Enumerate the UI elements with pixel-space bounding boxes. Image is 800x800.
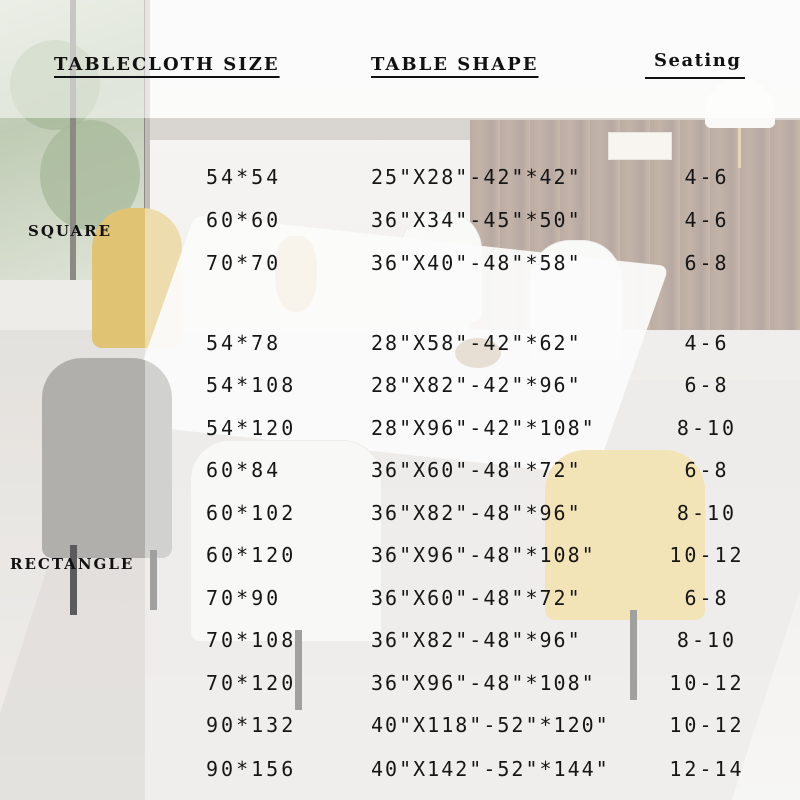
table-shape-cell: 36"X96"-48"*108" (371, 543, 596, 567)
table-row (0, 754, 800, 784)
table-shape-cell: 36"X96"-48"*108" (371, 671, 596, 695)
category-rectangle-label: RECTANGLE (10, 555, 135, 573)
tablecloth-size-cell: 90*156 (206, 757, 297, 781)
header-seating: Seating (654, 50, 742, 71)
seating-cell: 12-14 (669, 757, 745, 781)
header-seating-underline (645, 77, 745, 79)
table-row (0, 248, 800, 278)
table-shape-cell: 36"X40"-48"*58" (371, 251, 582, 275)
seating-cell: 10-12 (669, 543, 745, 567)
table-row (0, 540, 800, 570)
table-row (0, 413, 800, 443)
table-row (0, 328, 800, 358)
table-shape-cell: 25"X28"-42"*42" (371, 165, 582, 189)
table-shape-cell: 36"X82"-48"*96" (371, 628, 582, 652)
table-row (0, 668, 800, 698)
tablecloth-size-cell: 60*60 (206, 208, 282, 232)
header-tablecloth-size: TABLECLOTH SIZE (54, 54, 280, 75)
table-row (0, 205, 800, 235)
table-shape-cell: 40"X118"-52"*120" (371, 713, 610, 737)
tablecloth-size-cell: 70*120 (206, 671, 297, 695)
table-row (0, 455, 800, 485)
tablecloth-size-cell: 70*90 (206, 586, 282, 610)
table-shape-cell: 36"X34"-45"*50" (371, 208, 582, 232)
table-shape-cell: 28"X58"-42"*62" (371, 331, 582, 355)
seating-cell: 4-6 (684, 208, 730, 232)
tablecloth-size-cell: 90*132 (206, 713, 297, 737)
seating-cell: 8-10 (676, 501, 738, 525)
seating-cell: 4-6 (684, 331, 730, 355)
seating-cell: 8-10 (676, 416, 738, 440)
seating-cell: 6-8 (684, 251, 730, 275)
seating-cell: 10-12 (669, 713, 745, 737)
table-shape-cell: 40"X142"-52"*144" (371, 757, 610, 781)
table-shape-cell: 36"X60"-48"*72" (371, 458, 582, 482)
category-square-label: SQUARE (28, 222, 113, 240)
tablecloth-size-cell: 54*120 (206, 416, 297, 440)
tablecloth-size-cell: 60*84 (206, 458, 282, 482)
tablecloth-size-cell: 70*70 (206, 251, 282, 275)
tablecloth-size-cell: 60*102 (206, 501, 297, 525)
table-shape-cell: 28"X82"-42"*96" (371, 373, 582, 397)
table-shape-cell: 36"X60"-48"*72" (371, 586, 582, 610)
seating-cell: 8-10 (676, 628, 738, 652)
seating-cell: 10-12 (669, 671, 745, 695)
table-row (0, 370, 800, 400)
seating-cell: 6-8 (684, 458, 730, 482)
tablecloth-size-cell: 54*108 (206, 373, 297, 397)
table-row (0, 162, 800, 192)
tablecloth-size-cell: 54*78 (206, 331, 282, 355)
table-row (0, 498, 800, 528)
table-row (0, 710, 800, 740)
header-table-shape: TABLE SHAPE (371, 54, 539, 75)
seating-cell: 4-6 (684, 165, 730, 189)
table-shape-cell: 36"X82"-48"*96" (371, 501, 582, 525)
tablecloth-size-cell: 70*108 (206, 628, 297, 652)
table-row (0, 583, 800, 613)
tablecloth-size-cell: 60*120 (206, 543, 297, 567)
seating-cell: 6-8 (684, 373, 730, 397)
tablecloth-size-cell: 54*54 (206, 165, 282, 189)
table-shape-cell: 28"X96"-42"*108" (371, 416, 596, 440)
table-row (0, 625, 800, 655)
seating-cell: 6-8 (684, 586, 730, 610)
